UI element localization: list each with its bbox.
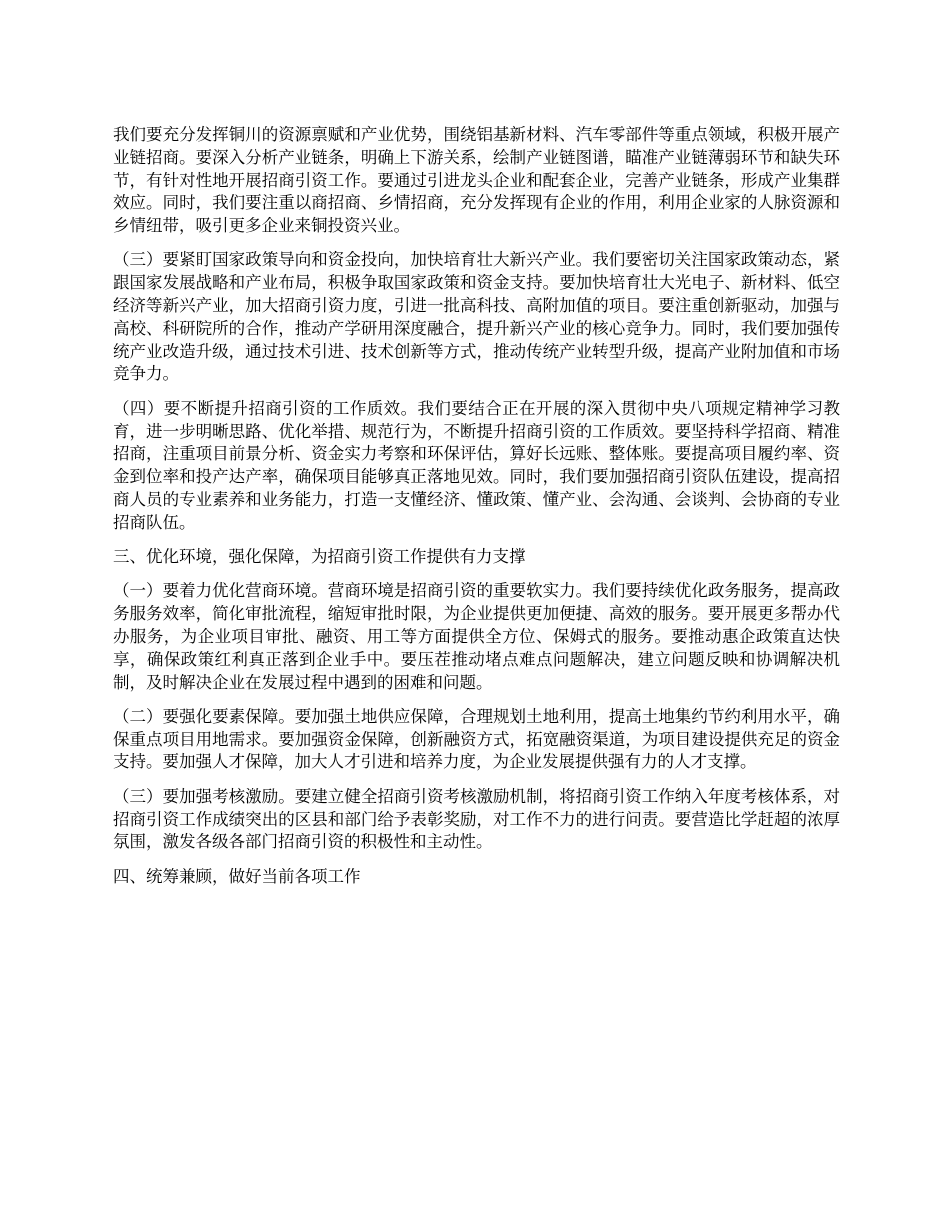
paragraph-assessment-incentive: （三）要加强考核激励。要建立健全招商引资考核激励机制，将招商引资工作纳入年度考核体系，对招商引资工作成绩突出的区县和部门给予表彰奖励，对工作不力的进行问责。要营造比学赶超的浓厚氛围，激发各级各部门招商引资的积极性和主动性。 [113, 786, 840, 852]
paragraph-industry-chain: 我们要充分发挥铜川的资源禀赋和产业优势，围绕铝基新材料、汽车零部件等重点领域，积极开展产业链招商。要深入分析产业链条，明确上下游关系，绘制产业链图谱，瞄准产业链薄弱环节和缺失环节，有针对性地开展招商引资工作。要通过引进龙头企业和配套企业，完善产业链条，形成产业集群效应。同时，我们要注重以商招商、乡情招商，充分发挥现有企业的作用，利用企业家的人脉资源和乡情纽带，吸引更多企业来铜投资兴业。 [113, 125, 840, 236]
paragraph-work-quality: （四）要不断提升招商引资的工作质效。我们要结合正在开展的深入贯彻中央八项规定精神学习教育，进一步明晰思路、优化举措、规范行为，不断提升招商引资的工作质效。要坚持科学招商、精准招商，注重项目前景分析、资金实力考察和环保评估，算好长远账、整体账。要提高项目履约率、资金到位率和投产达产率，确保项目能够真正落地见效。同时，我们要加强招商引资队伍建设，提高招商人员的专业素养和业务能力，打造一支懂经济、懂政策、懂产业、会沟通、会谈判、会协商的专业招商队伍。 [113, 398, 840, 532]
document-page [113, 124, 840, 900]
section-heading-three: 三、优化环境，强化保障，为招商引资工作提供有力支撑 [113, 547, 526, 567]
section-heading-four: 四、统筹兼顾，做好当前各项工作 [113, 866, 361, 886]
paragraph-factor-guarantee: （二）要强化要素保障。要加强土地供应保障，合理规划土地利用，提高土地集约节约利用水平，确保重点项目用地需求。要加强资金保障，创新融资方式，拓宽融资渠道，为项目建设提供充足的资金支持。要加强人才保障，加大人才引进和培养力度，为企业发展提供强有力的人才支撑。 [113, 706, 840, 772]
paragraph-business-environment: （一）要着力优化营商环境。营商环境是招商引资的重要软实力。我们要持续优化政务服务，提高政务服务效率，简化审批流程，缩短审批时限，为企业提供更加便捷、高效的服务。要开展更多帮办代办服务，为企业项目审批、融资、用工等方面提供全方位、保姆式的服务。要推动惠企政策直达快享，确保政策红利真正落到企业手中。要压茬推动堵点难点问题解决，建立问题反映和协调解决机制，及时解决企业在发展过程中遇到的困难和问题。 [113, 581, 840, 692]
paragraph-emerging-industries: （三）要紧盯国家政策导向和资金投向，加快培育壮大新兴产业。我们要密切关注国家政策动态，紧跟国家发展战略和产业布局，积极争取国家政策和资金支持。要加快培育壮大光电子、新材料、低空经济等新兴产业，加大招商引资力度，引进一批高科技、高附加值的项目。要注重创新驱动，加强与高校、科研院所的合作，推动产学研用深度融合，提升新兴产业的核心竞争力。同时，我们要加强传统产业改造升级，通过技术引进、技术创新等方式，推动传统产业转型升级，提高产业附加值和市场竞争力。 [113, 250, 840, 384]
